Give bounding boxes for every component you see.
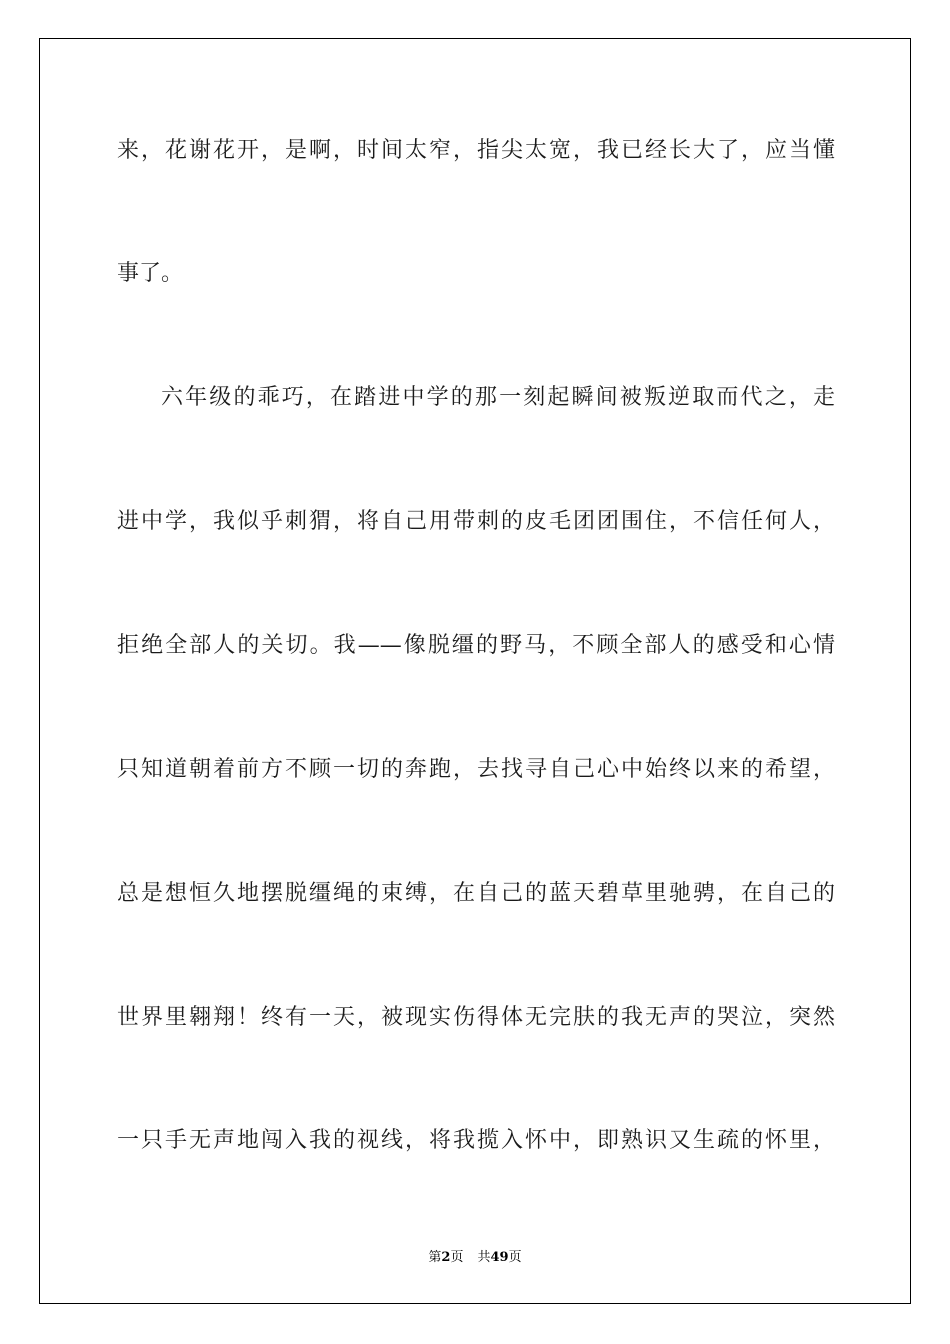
body-line-7: 总是想恒久地摆脱缰绳的束缚，在自己的蓝天碧草里驰骋，在自己的 <box>117 881 835 906</box>
body-line-9: 一只手无声地闯入我的视线，将我揽入怀中，即熟识又生疏的怀里， <box>117 1128 835 1153</box>
body-line-8: 世界里翱翔！终有一天，被现实伤得体无完肤的我无声的哭泣，突然 <box>117 1005 835 1030</box>
body-line-5: 拒绝全部人的关切。我——像脱缰的野马，不顾全部人的感受和心情 <box>117 633 835 658</box>
page-frame <box>39 38 911 1304</box>
body-line-6: 只知道朝着前方不顾一切的奔跑，去找寻自己心中始终以来的希望， <box>117 757 835 782</box>
body-line-2: 事了。 <box>117 261 184 286</box>
body-line-3: 六年级的乖巧，在踏进中学的那一刻起瞬间被叛逆取而代之，走 <box>161 385 835 410</box>
total-prefix: 共 <box>477 1250 491 1265</box>
page-suffix: 页 <box>450 1250 464 1265</box>
page-footer <box>0 1246 950 1265</box>
total-suffix: 页 <box>508 1250 522 1265</box>
body-line-1: 来，花谢花开，是啊，时间太窄，指尖太宽，我已经长大了，应当懂 <box>117 138 835 163</box>
page-number: 2 <box>441 1250 451 1265</box>
body-line-4: 进中学，我似乎刺猬，将自己用带刺的皮毛团团围住，不信任何人， <box>117 509 835 534</box>
page-prefix: 第 <box>428 1250 442 1265</box>
total-pages: 49 <box>490 1250 509 1265</box>
